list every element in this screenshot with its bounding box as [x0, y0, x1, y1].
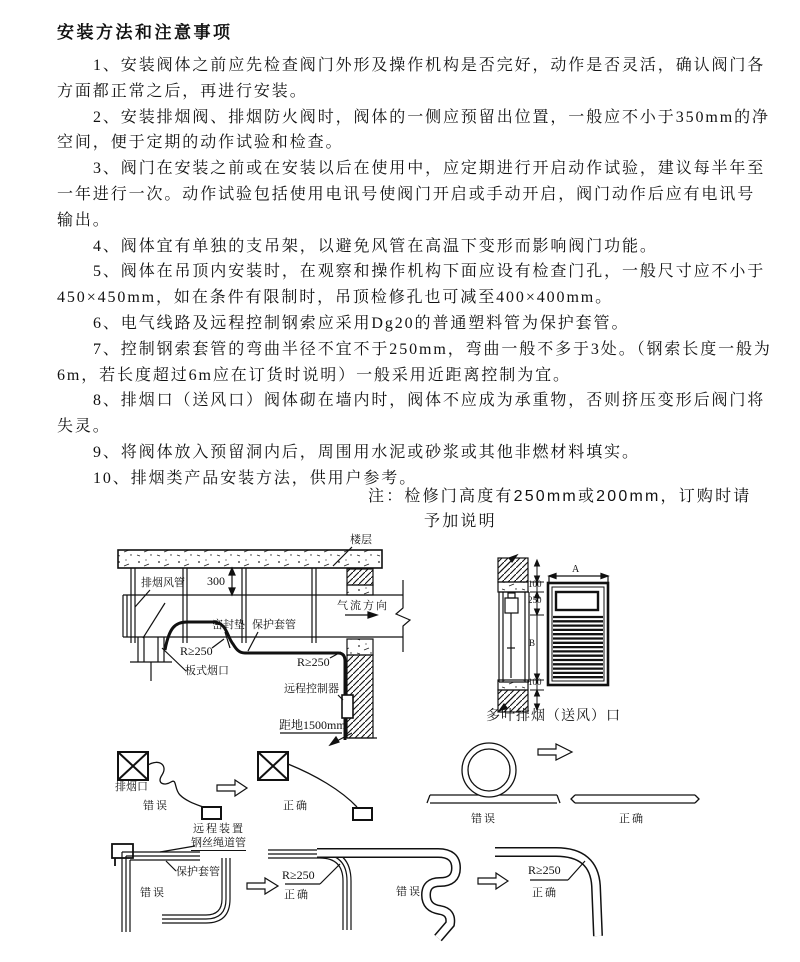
- body-line: 失灵。: [57, 418, 111, 435]
- wall-upper-concrete: [347, 585, 373, 595]
- label-remote-device: 远程装置: [193, 823, 245, 835]
- label-airflow-direction: 气流方向: [337, 600, 389, 612]
- remote-device-box-wrong: [202, 807, 221, 819]
- body-line: 1、安装阀体之前应先检查阀门外形及操作机构是否完好，动作是否灵活，确认阀门各: [93, 57, 766, 74]
- body-line: 6、电气线路及远程控制钢索应采用Dg20的普通塑料管为保护套管。: [93, 315, 630, 332]
- label-protective-sleeve: 保护套管: [252, 619, 296, 631]
- body-line: 6m，若长度超过6m应在订货时说明）一般采用近距离控制为宜。: [57, 367, 571, 384]
- note-line-2: 予加说明: [424, 513, 497, 530]
- inspection-door: [556, 592, 598, 610]
- sleeve-leader: [248, 632, 258, 651]
- body-line: 方面都正常之后，再进行安装。: [57, 83, 308, 100]
- damper-blade: [143, 603, 165, 638]
- sleeve-label-leader: [166, 861, 176, 871]
- outlet-actuator: [505, 593, 518, 678]
- conduit-loop-diagram: [425, 740, 705, 810]
- label-dim-100-top: 100: [528, 579, 542, 589]
- label-wrong-3: 错误: [140, 887, 166, 899]
- duct-label-leader: [135, 590, 150, 607]
- smoke-outlet-box-right: [258, 752, 288, 780]
- label-dim-100-bottom: 100: [528, 677, 542, 687]
- page-title: 安装方法和注意事项: [57, 23, 233, 42]
- wall-top-concrete: [498, 582, 528, 592]
- label-dim-b: B: [529, 638, 536, 648]
- label-right-1: 正确: [283, 800, 309, 812]
- r250-leader: [212, 639, 224, 648]
- transform-arrow: [538, 744, 572, 760]
- label-wrong-1: 错误: [143, 800, 169, 812]
- label-protective-sleeve-2: 保护套管: [176, 866, 220, 878]
- straight-tube-right: [571, 795, 699, 803]
- label-dim-a: A: [572, 564, 580, 575]
- label-r250-2: R≥250: [297, 655, 330, 669]
- label-gasket: 密封垫: [212, 619, 245, 631]
- duct-break-symbol: [396, 580, 410, 652]
- body-line: 8、排烟口（送风口）阀体砌在墙内时，阀体不应成为承重物，否则挤压变形后阀门将: [93, 392, 766, 409]
- label-remote-controller: 远程控制器: [284, 683, 339, 695]
- label-smoke-outlet: 排烟口: [115, 781, 148, 793]
- label-right-3: 正确: [284, 889, 310, 901]
- transform-arrow: [217, 780, 247, 796]
- airflow-arrow: [345, 612, 377, 618]
- body-line: 一年进行一次。动作试验包括使用电讯号使阀门开启或手动开启，阀门动作后应有电讯号: [57, 186, 756, 203]
- body-line: 10、排烟类产品安装方法，供用户参考。: [93, 470, 418, 487]
- smoke-outlet-box-wrong: [118, 752, 148, 780]
- label-r250-1: R≥250: [180, 644, 213, 658]
- label-wrong-4: 错误: [396, 886, 422, 898]
- body-line: 2、安装排烟阀、排烟防火阀时，阀体的一侧应预留出位置，一般应不小于350mm的净: [93, 109, 770, 126]
- multiblade-outlet-caption: 多叶排烟（送风）口: [486, 709, 621, 724]
- remote-controller-box: [342, 695, 353, 718]
- transform-arrow: [478, 873, 508, 889]
- dimension-300-arrow: [229, 568, 235, 595]
- hairpin-tube-wrong: [317, 853, 456, 938]
- label-right-2: 正确: [619, 813, 645, 825]
- label-wire-rope-conduit: 钢丝绳道管: [191, 837, 246, 851]
- label-dim-250: 250: [528, 595, 542, 605]
- body-line: 9、将阀体放入预留洞内后，周围用水泥或砂浆或其他非燃材料填实。: [93, 444, 640, 461]
- wall-bottom-concrete: [498, 680, 528, 690]
- body-line: 3、阀门在安装之前或在安装以后在使用中，应定期进行开启动作试验，建议每半年至: [93, 160, 766, 177]
- louver-blades: [553, 617, 603, 677]
- label-r250-3: R≥250: [282, 868, 315, 882]
- label-floor: 楼层: [350, 534, 372, 546]
- label-right-4: 正确: [532, 887, 558, 899]
- wall-lower-concrete: [347, 639, 373, 655]
- label-dim-300: 300: [207, 574, 225, 588]
- label-height-1500: 距地1500mm: [279, 718, 346, 732]
- floor-slab: [118, 550, 382, 568]
- body-line: 输出。: [57, 212, 111, 229]
- wall-top-hatch: [498, 558, 528, 582]
- label-plate-outlet: 板式烟口: [185, 665, 229, 677]
- note-line-1: 注：检修门高度有250mm或200mm，订购时请: [368, 488, 752, 505]
- outlet-side-frame: [499, 592, 529, 682]
- installation-section-diagram: [95, 530, 425, 755]
- body-line: 空间，便于定期的动作试验和检查。: [57, 134, 344, 151]
- ground-break-arrow: [330, 733, 352, 745]
- transform-arrow: [247, 878, 278, 894]
- conduit-hairpin-diagram: [315, 840, 615, 950]
- body-line: 5、阀体在吊顶内安装时，在观察和操作机构下面应设有检查门孔，一般尺寸应不小于: [93, 263, 766, 280]
- remote-device-box-right: [353, 808, 372, 820]
- conduit-label-leader: [160, 846, 195, 852]
- label-r250-4: R≥250: [528, 863, 561, 877]
- multiblade-outlet-diagram: [480, 550, 655, 725]
- wall-upper-hatch: [347, 569, 373, 585]
- body-line: 4、阀体宜有单独的支吊架，以避免风管在高温下变形而影响阀门功能。: [93, 238, 658, 255]
- body-line: 7、控制钢索套管的弯曲半径不宜不于250mm，弯曲一般不多于3处。（钢索长度一般为: [93, 341, 772, 358]
- label-wrong-2: 错误: [471, 813, 497, 825]
- label-smoke-duct: 排烟风管: [141, 577, 185, 589]
- body-line: 450×450mm，如在条件有限制时，吊顶检修孔也可减至400×400mm。: [57, 289, 614, 306]
